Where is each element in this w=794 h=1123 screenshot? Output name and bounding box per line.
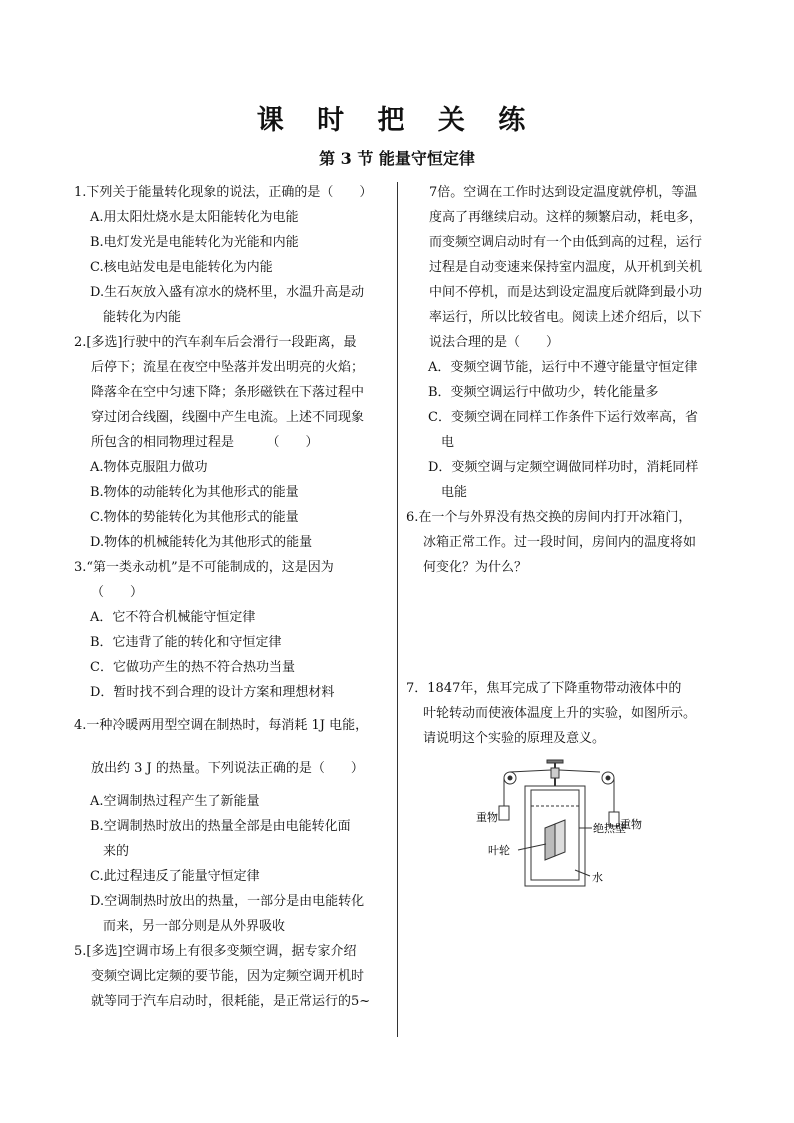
question-5-option-c-cont: 电 bbox=[441, 435, 455, 450]
question-4-option-b: B.空调制热时放出的热量全部是由电能转化面 bbox=[90, 819, 351, 834]
question-4-stem-line: 放出约 3 J 的热量。下列说法正确的是（ ） bbox=[91, 761, 364, 776]
string-right bbox=[559, 770, 600, 772]
question-1 bbox=[74, 180, 396, 330]
question-4-option-d: D.空调制热时放出的热量，一部分是由电能转化 bbox=[90, 894, 365, 909]
label-water: 水 bbox=[592, 871, 603, 884]
question-6 bbox=[406, 505, 732, 580]
question-5 bbox=[74, 939, 396, 1014]
question-3-option-d: D．暂时找不到合理的设计方案和理想材料 bbox=[90, 685, 335, 700]
question-3 bbox=[74, 555, 396, 705]
question-1-option-d: D.生石灰放入盛有凉水的烧杯里，水温升高是动 bbox=[90, 285, 365, 300]
question-6-stem-line: 6.在一个与外界没有热交换的房间内打开冰箱门， bbox=[406, 510, 692, 525]
section-subtitle: 第 3 节 能量守恒定律 bbox=[319, 149, 475, 168]
question-1-option-c: C.核电站发电是电能转化为内能 bbox=[90, 260, 273, 275]
question-2-stem-line: 所包含的相同物理过程是 （ ） bbox=[91, 435, 319, 450]
question-5-stem-line: 5.[多选]空调市场上有很多变频空调，据专家介绍 bbox=[74, 944, 357, 959]
question-4 bbox=[74, 713, 396, 939]
question-3-stem-line: （ ） bbox=[91, 585, 144, 600]
question-5-stem-line: 就等同于汽车启动时，很耗能，是正常运行的5~ bbox=[91, 994, 371, 1009]
question-7-stem-line: 请说明这个实验的原理及意义。 bbox=[423, 731, 606, 746]
label-weight-right: 重物 bbox=[620, 818, 642, 831]
question-2-stem-line: 穿过闭合线圈，线圈中产生电流。上述不同现象 bbox=[91, 410, 365, 425]
question-5-stem-line: 度高了再继续启动。这样的频繁启动，耗电多， bbox=[429, 210, 703, 225]
question-1-option-a: A.用太阳灶烧水是太阳能转化为电能 bbox=[90, 210, 299, 225]
question-7 bbox=[406, 676, 732, 751]
question-2-stem-line: 2.[多选]行驶中的汽车刹车后会滑行一段距离，最 bbox=[74, 335, 357, 350]
label-insulation: 绝热壁 bbox=[593, 822, 626, 835]
question-1-option-d-cont: 能转化为内能 bbox=[103, 310, 182, 325]
question-4-option-a: A.空调制热过程产生了新能量 bbox=[90, 794, 260, 809]
joule-apparatus-figure bbox=[470, 758, 660, 888]
question-5-option-c: C．变频空调在同样工作条件下运行效率高，省 bbox=[428, 410, 698, 425]
question-3-stem-line: 3.“第一类永动机”是不可能制成的，这是因为 bbox=[74, 560, 334, 575]
question-1-option-b: B.电灯发光是电能转化为光能和内能 bbox=[90, 235, 299, 250]
question-2-option-c: C.物体的势能转化为其他形式的能量 bbox=[90, 510, 299, 525]
question-5-stem-line: 7倍。空调在工作时达到设定温度就停机，等温 bbox=[429, 185, 698, 200]
left-column bbox=[74, 180, 396, 1014]
spindle-cap bbox=[547, 760, 563, 763]
question-2-stem-line: 降落伞在空中匀速下降；条形磁铁在下落过程中 bbox=[91, 385, 365, 400]
label-paddle: 叶轮 bbox=[488, 844, 510, 857]
column-divider bbox=[397, 182, 398, 1037]
question-5-stem-line: 而变频空调启动时有一个由低到高的过程，运行 bbox=[429, 235, 703, 250]
paddle-blade bbox=[545, 824, 555, 860]
question-5-option-b: B．变频空调运行中做功少，转化能量多 bbox=[428, 385, 659, 400]
string-left bbox=[510, 770, 551, 772]
question-4-stem-line: 4.一种冷暖两用型空调在制热时，每消耗 1J 电能， bbox=[74, 718, 369, 733]
question-5-stem-line: 过程是自动变速来保持室内温度，从开机到关机 bbox=[429, 260, 703, 275]
paddle-blade bbox=[555, 820, 565, 856]
question-6-stem-line: 何变化？为什么？ bbox=[423, 560, 528, 575]
question-3-option-a: A．它不符合机械能守恒定律 bbox=[90, 610, 256, 625]
question-5-stem-line: 率运行，所以比较省电。阅读上述介绍后，以下 bbox=[429, 310, 703, 325]
question-1-stem: 1.下列关于能量转化现象的说法，正确的是（ ） bbox=[74, 185, 373, 200]
question-7-stem-line: 7．1847年，焦耳完成了下降重物带动液体中的 bbox=[406, 681, 682, 696]
question-2-option-a: A.物体克服阻力做功 bbox=[90, 460, 208, 475]
question-5-option-d-cont: 电能 bbox=[441, 485, 468, 500]
question-5-continued bbox=[412, 180, 732, 505]
question-4-option-d-cont: 而来，另一部分则是从外界吸收 bbox=[103, 919, 286, 934]
spindle-drum bbox=[551, 768, 559, 778]
question-5-option-d: D．变频空调与定频空调做同样功时，消耗同样 bbox=[428, 460, 699, 475]
question-5-stem-line: 中间不停机，而是达到设定温度后就降到最小功 bbox=[429, 285, 703, 300]
question-7-stem-line: 叶轮转动而使液体温度上升的实验，如图所示。 bbox=[423, 706, 697, 721]
joule-apparatus-diagram bbox=[470, 758, 660, 888]
question-2-stem-line: 后停下；流星在夜空中坠落并发出明亮的火焰； bbox=[91, 360, 365, 375]
page-title: 课 时 把 关 练 bbox=[256, 105, 538, 136]
question-2-option-d: D.物体的机械能转化为其他形式的能量 bbox=[90, 535, 313, 550]
question-4-option-c: C.此过程违反了能量守恒定律 bbox=[90, 869, 260, 884]
question-5-stem-line: 变频空调比定频的要节能，因为定频空调开机时 bbox=[91, 969, 365, 984]
question-3-option-b: B．它违背了能的转化和守恒定律 bbox=[90, 635, 282, 650]
question-2-option-b: B.物体的动能转化为其他形式的能量 bbox=[90, 485, 299, 500]
question-2 bbox=[74, 330, 396, 555]
right-column bbox=[406, 180, 732, 751]
question-6-stem-line: 冰箱正常工作。过一段时间，房间内的温度将如 bbox=[423, 535, 697, 550]
weight-left bbox=[499, 806, 509, 820]
question-3-option-c: C．它做功产生的热不符合热功当量 bbox=[90, 660, 295, 675]
question-4-option-b-cont: 来的 bbox=[103, 844, 130, 859]
question-5-option-a: A．变频空调节能，运行中不遵守能量守恒定律 bbox=[428, 360, 698, 375]
question-5-stem-line: 说法合理的是（ ） bbox=[429, 335, 560, 350]
label-weight-left: 重物 bbox=[476, 811, 498, 824]
